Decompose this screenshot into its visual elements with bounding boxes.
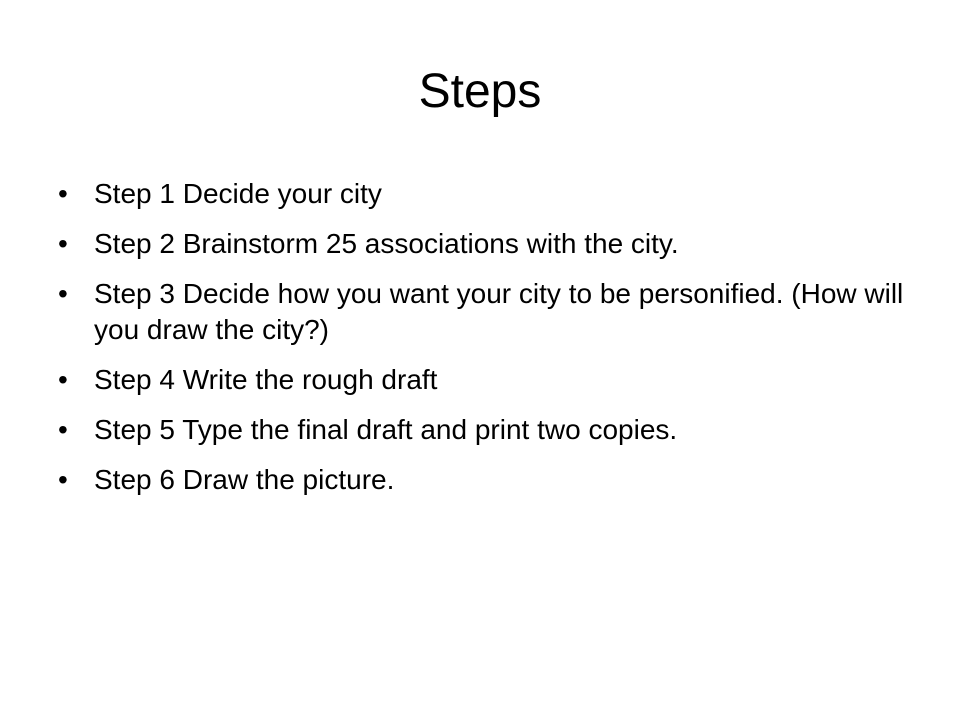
list-item bbox=[58, 412, 918, 448]
step-3-text: Step 3 Decide how you want your city to be personified. (How will you draw the city?) bbox=[94, 278, 904, 345]
step-1-text: Step 1 Decide your city bbox=[94, 178, 382, 209]
list-item bbox=[58, 226, 918, 262]
list-item bbox=[58, 176, 918, 212]
bullet-icon: • bbox=[58, 278, 68, 309]
bullet-icon: • bbox=[58, 228, 68, 259]
step-6-text: Step 6 Draw the picture. bbox=[94, 464, 395, 495]
step-5-text: Step 5 Type the final draft and print two copies. bbox=[94, 414, 678, 445]
bullet-icon: • bbox=[58, 464, 68, 495]
slide-title: Steps bbox=[418, 65, 542, 118]
step-4-text: Step 4 Write the rough draft bbox=[94, 364, 438, 395]
list-item bbox=[58, 276, 918, 348]
bullet-icon: • bbox=[58, 364, 68, 395]
bullet-list bbox=[58, 176, 918, 512]
step-2-text: Step 2 Brainstorm 25 associations with the city. bbox=[94, 228, 679, 259]
bullet-icon: • bbox=[58, 178, 68, 209]
list-item bbox=[58, 462, 918, 498]
bullet-icon: • bbox=[58, 414, 68, 445]
list-item bbox=[58, 362, 918, 398]
